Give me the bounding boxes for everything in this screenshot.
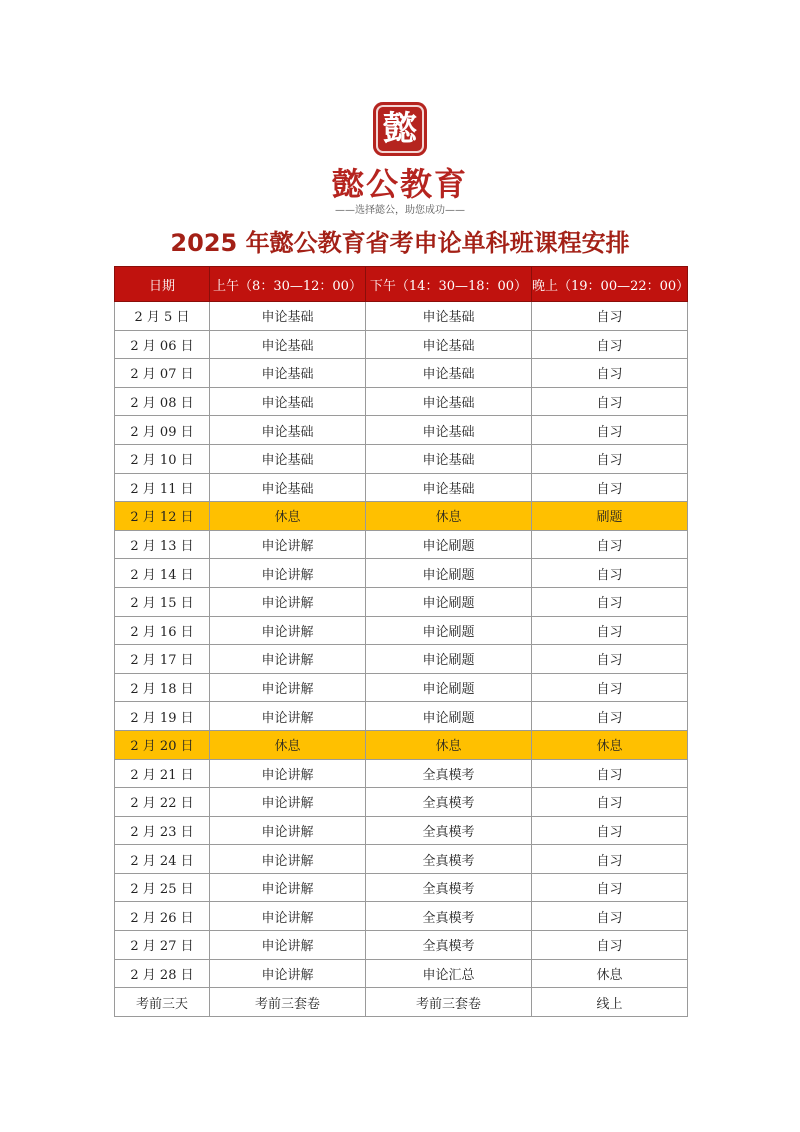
cell-afternoon: 申论基础: [366, 302, 532, 331]
cell-afternoon: 申论刷题: [366, 587, 532, 616]
table-row: [115, 559, 688, 588]
table-row: [115, 416, 688, 445]
cell-date: 2 月 07 日: [115, 359, 210, 388]
cell-evening: 自习: [532, 616, 688, 645]
schedule-body: [115, 302, 688, 1017]
cell-evening: 自习: [532, 302, 688, 331]
cell-date: 2 月 24 日: [115, 845, 210, 874]
cell-morning: 申论讲解: [210, 959, 366, 988]
cell-evening: 自习: [532, 559, 688, 588]
slogan: ——选择懿公，助您成功——: [335, 205, 465, 216]
cell-afternoon: 申论基础: [366, 444, 532, 473]
cell-date: 2 月 26 日: [115, 902, 210, 931]
table-row: [115, 387, 688, 416]
cell-date: 2 月 15 日: [115, 587, 210, 616]
table-row: [115, 502, 688, 531]
header-date: 日期: [115, 267, 210, 302]
table-row: [115, 645, 688, 674]
cell-morning: 申论讲解: [210, 702, 366, 731]
cell-date: 2 月 09 日: [115, 416, 210, 445]
header-afternoon: 下午（14：30—18：00）: [366, 267, 532, 302]
table-row: [115, 616, 688, 645]
brand-name: 懿公教育: [331, 165, 468, 203]
cell-morning: 申论基础: [210, 387, 366, 416]
cell-morning: 申论讲解: [210, 902, 366, 931]
cell-date: 2 月 14 日: [115, 559, 210, 588]
cell-evening: 自习: [532, 873, 688, 902]
cell-morning: 休息: [210, 502, 366, 531]
cell-morning: 申论讲解: [210, 788, 366, 817]
cell-date: 2 月 08 日: [115, 387, 210, 416]
table-row: [115, 959, 688, 988]
cell-afternoon: 考前三套卷: [366, 988, 532, 1017]
cell-afternoon: 申论刷题: [366, 530, 532, 559]
cell-morning: 申论基础: [210, 416, 366, 445]
cell-date: 2 月 20 日: [115, 730, 210, 759]
table-row: [115, 730, 688, 759]
cell-morning: 申论讲解: [210, 616, 366, 645]
cell-evening: 自习: [532, 359, 688, 388]
cell-evening: 自习: [532, 845, 688, 874]
cell-afternoon: 全真模考: [366, 845, 532, 874]
cell-evening: 自习: [532, 473, 688, 502]
schedule-table: [114, 266, 688, 1017]
cell-date: 2 月 16 日: [115, 616, 210, 645]
cell-evening: 休息: [532, 730, 688, 759]
table-row: [115, 873, 688, 902]
cell-evening: 自习: [532, 902, 688, 931]
cell-date: 2 月 06 日: [115, 330, 210, 359]
table-row: [115, 788, 688, 817]
cell-afternoon: 申论基础: [366, 387, 532, 416]
cell-date: 2 月 22 日: [115, 788, 210, 817]
cell-morning: 申论基础: [210, 330, 366, 359]
cell-evening: 自习: [532, 416, 688, 445]
cell-morning: 申论讲解: [210, 559, 366, 588]
cell-morning: 申论讲解: [210, 587, 366, 616]
cell-date: 2 月 21 日: [115, 759, 210, 788]
table-row: [115, 473, 688, 502]
cell-date: 2 月 13 日: [115, 530, 210, 559]
table-row: [115, 902, 688, 931]
cell-evening: 自习: [532, 788, 688, 817]
cell-afternoon: 全真模考: [366, 902, 532, 931]
cell-morning: 申论讲解: [210, 673, 366, 702]
table-row: [115, 673, 688, 702]
cell-date: 2 月 17 日: [115, 645, 210, 674]
cell-date: 2 月 23 日: [115, 816, 210, 845]
cell-morning: 申论讲解: [210, 816, 366, 845]
cell-afternoon: 申论基础: [366, 416, 532, 445]
cell-morning: 申论基础: [210, 473, 366, 502]
table-row: [115, 988, 688, 1017]
cell-morning: 申论讲解: [210, 931, 366, 960]
table-row: [115, 816, 688, 845]
cell-afternoon: 全真模考: [366, 788, 532, 817]
header-morning: 上午（8：30—12：00）: [210, 267, 366, 302]
cell-date: 2 月 5 日: [115, 302, 210, 331]
cell-evening: 自习: [532, 759, 688, 788]
cell-morning: 申论讲解: [210, 530, 366, 559]
cell-morning: 申论基础: [210, 444, 366, 473]
cell-date: 2 月 18 日: [115, 673, 210, 702]
cell-date: 考前三天: [115, 988, 210, 1017]
cell-afternoon: 全真模考: [366, 816, 532, 845]
cell-afternoon: 申论刷题: [366, 616, 532, 645]
cell-afternoon: 申论汇总: [366, 959, 532, 988]
cell-afternoon: 全真模考: [366, 931, 532, 960]
cell-afternoon: 申论刷题: [366, 559, 532, 588]
cell-evening: 自习: [532, 530, 688, 559]
cell-afternoon: 申论基础: [366, 359, 532, 388]
seal-character: 懿: [383, 109, 417, 149]
cell-evening: 自习: [532, 673, 688, 702]
cell-afternoon: 申论刷题: [366, 673, 532, 702]
cell-date: 2 月 19 日: [115, 702, 210, 731]
cell-afternoon: 休息: [366, 730, 532, 759]
table-header-row: [115, 267, 688, 302]
cell-evening: 休息: [532, 959, 688, 988]
table-row: [115, 359, 688, 388]
cell-morning: 考前三套卷: [210, 988, 366, 1017]
cell-morning: 休息: [210, 730, 366, 759]
cell-afternoon: 休息: [366, 502, 532, 531]
cell-date: 2 月 12 日: [115, 502, 210, 531]
cell-evening: 自习: [532, 587, 688, 616]
cell-date: 2 月 11 日: [115, 473, 210, 502]
cell-evening: 自习: [532, 816, 688, 845]
table-row: [115, 330, 688, 359]
cell-evening: 自习: [532, 387, 688, 416]
table-row: [115, 845, 688, 874]
cell-afternoon: 全真模考: [366, 873, 532, 902]
cell-evening: 自习: [532, 645, 688, 674]
cell-evening: 自习: [532, 931, 688, 960]
cell-afternoon: 申论基础: [366, 473, 532, 502]
cell-evening: 自习: [532, 702, 688, 731]
cell-afternoon: 全真模考: [366, 759, 532, 788]
cell-afternoon: 申论基础: [366, 330, 532, 359]
cell-morning: 申论讲解: [210, 645, 366, 674]
cell-date: 2 月 10 日: [115, 444, 210, 473]
cell-evening: 刷题: [532, 502, 688, 531]
table-row: [115, 759, 688, 788]
cell-afternoon: 申论刷题: [366, 645, 532, 674]
cell-morning: 申论基础: [210, 359, 366, 388]
cell-evening: 自习: [532, 330, 688, 359]
cell-morning: 申论基础: [210, 302, 366, 331]
table-row: [115, 587, 688, 616]
header-evening: 晚上（19：00—22：00）: [532, 267, 688, 302]
table-row: [115, 530, 688, 559]
page-title: 2025 年懿公教育省考申论单科班课程安排: [170, 229, 630, 257]
table-row: [115, 702, 688, 731]
cell-morning: 申论讲解: [210, 845, 366, 874]
cell-evening: 线上: [532, 988, 688, 1017]
cell-evening: 自习: [532, 444, 688, 473]
cell-date: 2 月 28 日: [115, 959, 210, 988]
cell-morning: 申论讲解: [210, 873, 366, 902]
seal-logo-icon: [373, 102, 427, 156]
cell-morning: 申论讲解: [210, 759, 366, 788]
table-row: [115, 302, 688, 331]
cell-afternoon: 申论刷题: [366, 702, 532, 731]
logo: [0, 102, 800, 218]
cell-date: 2 月 25 日: [115, 873, 210, 902]
cell-date: 2 月 27 日: [115, 931, 210, 960]
table-row: [115, 931, 688, 960]
table-row: [115, 444, 688, 473]
